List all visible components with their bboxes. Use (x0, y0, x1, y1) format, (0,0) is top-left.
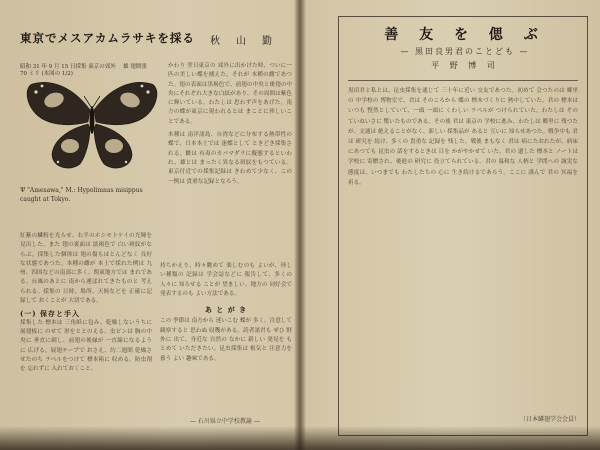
page-gutter (294, 0, 306, 450)
paragraph: 本種は 南洋諸島、台湾などに分布する熱帯性の蝶で、日本本土では 迷蝶として ときどき採集される。雌は 有毒のカバマダラに擬態するといわれ、雄とは まったく異なる斑紋をもつている。東京付近での採集記録は きわめて少なく、この一例は 貴重な記録となろう。 (168, 132, 292, 185)
article-title-text: 東京でメスアカムラサキを採る (20, 31, 195, 45)
butterfly-illustration (22, 70, 162, 180)
left-col-lower-2 (160, 262, 292, 422)
paragraph: 紅紫の鱗粉を光らせ、右半のホシモトケイの光輝を見出した。また 翅の裏面は 淡褐色で 白い斑紋がならぶ。採集した個体は 翅の傷もほとんどなく 良好な状態であつた。本種の雌が 本土で採れた例は 九州、四国などの南部に多く、関東地方では まれである。台風のあとに 南から運ばれてきたものと 考えられる。採集の 日時、場所、天候などを 正確に記録して おくことが 大切である。 (20, 233, 152, 305)
photo-caption-top: 昭和 31 年 9 月 15 日採集 東京の郊外 雄 翅開張 70 ミリ (本図の 1/2) (20, 64, 147, 77)
left-footer: — 石川県立中学校教諭 — (190, 418, 260, 425)
left-page (0, 0, 296, 450)
right-footer: （日本鱗翅学会会員） (520, 416, 581, 423)
memorial-author: 平 野 博 司 (431, 61, 499, 70)
paragraph: 黒田君と私とは、昆虫採集を通じて 三十年に近い 交友であつた。初めて 会つたのは 郷里の 中学校の 博物室で、君は そのころから 蝶の 標本づくりに 熱中していた。君の 標本は いつも 整然としていて、一頭 一頭に くわしい ラベルが つけられていた。わたしは その ていねいさに 驚いたものである。その後 君は 東京の 学校に進み、わたしは 郷里に 残つたが、文通は 絶えることがなく、新しい 採集品が あると 互いに 知らせあつた。戦争中も 君は 研究を 続け、多くの 貴重な 記録を 残した。戦後 まもなく 君は 病にたおれたが、病床にあつても 昆虫の 話をするときは 目を かがやかせて いた。君の 遺した 標本と ノートは 学校に 寄贈され、後進の 研究に 役立てられている。君の 温和な 人柄と 学問への 誠実な 態度は、いつまでも わたしたちの 心に 生き続けるであろう。ここに 謹んで 君の 冥福を 祈る。 (348, 88, 578, 186)
paragraph: かわり 翌日東京の 郊外に出かけた時、ついに一匹の美しい蝶を捕えた。それが 本種の雌であつた。翅の表面は黒褐色で、前翅の中央と後翅の中央にそれぞれ大きな白紋があり、その周囲は紫色に輝いている。わたしは 思わず声をあげた。南方の蝶が東京に現われるとは まことに珍しいことである。 (168, 63, 292, 125)
section-heading: (一) 保存と手入 (20, 309, 81, 319)
paragraph: 採集した 標本は 三角紙に包み、乾燥しないうちに 展翅板に のせて 形をととのえる。虫ピンは 胸の中央に 垂直に刺し、前翅の後縁が 一直線になるように 広げる。展翅テープで おさえ、約二週間 乾燥させたのち ラベルをつけて 標本箱に 収める。防虫剤を 忘れずに 入れておくこと。 (20, 319, 152, 373)
paragraph: 持ちかえり、時々眺めて 楽しむのも よいが、珍しい種類の 記録は 学会誌などに 報告して、多くの 人々に 知らせる ことが 望ましい。地方の 同好会で 発表するのも よい方法である。 (160, 263, 292, 297)
article-author: 秋 山 勤 (210, 36, 275, 47)
left-col-lower-1 (20, 232, 152, 424)
figure-caption: Ψ "Amesawa," M.: Hypolimnas misippus caught at Tokyo. (20, 187, 143, 203)
memorial-body (348, 86, 578, 406)
title-rule (348, 80, 578, 81)
article-title (20, 30, 290, 52)
paragraph: この 季節は 南方から 迷いこむ 蝶が 多く、注意して 観察すると 思わぬ 収穫がある。読者諸君も ぜひ 野外に 出て、身近な 自然の なかに 新しい 発見を もとめて いただきたい。昆虫採集は 根気と 注意力を 養う よい 趣味である。 (160, 318, 292, 362)
memorial-title: 善 友 を 偲 ぶ (384, 27, 546, 43)
bottom-shadow (0, 426, 600, 450)
section-heading: あ と が き (204, 305, 248, 315)
left-col-upper-right (168, 62, 292, 230)
memorial-subtitle: — 黒田良男君のことども — (400, 47, 530, 56)
